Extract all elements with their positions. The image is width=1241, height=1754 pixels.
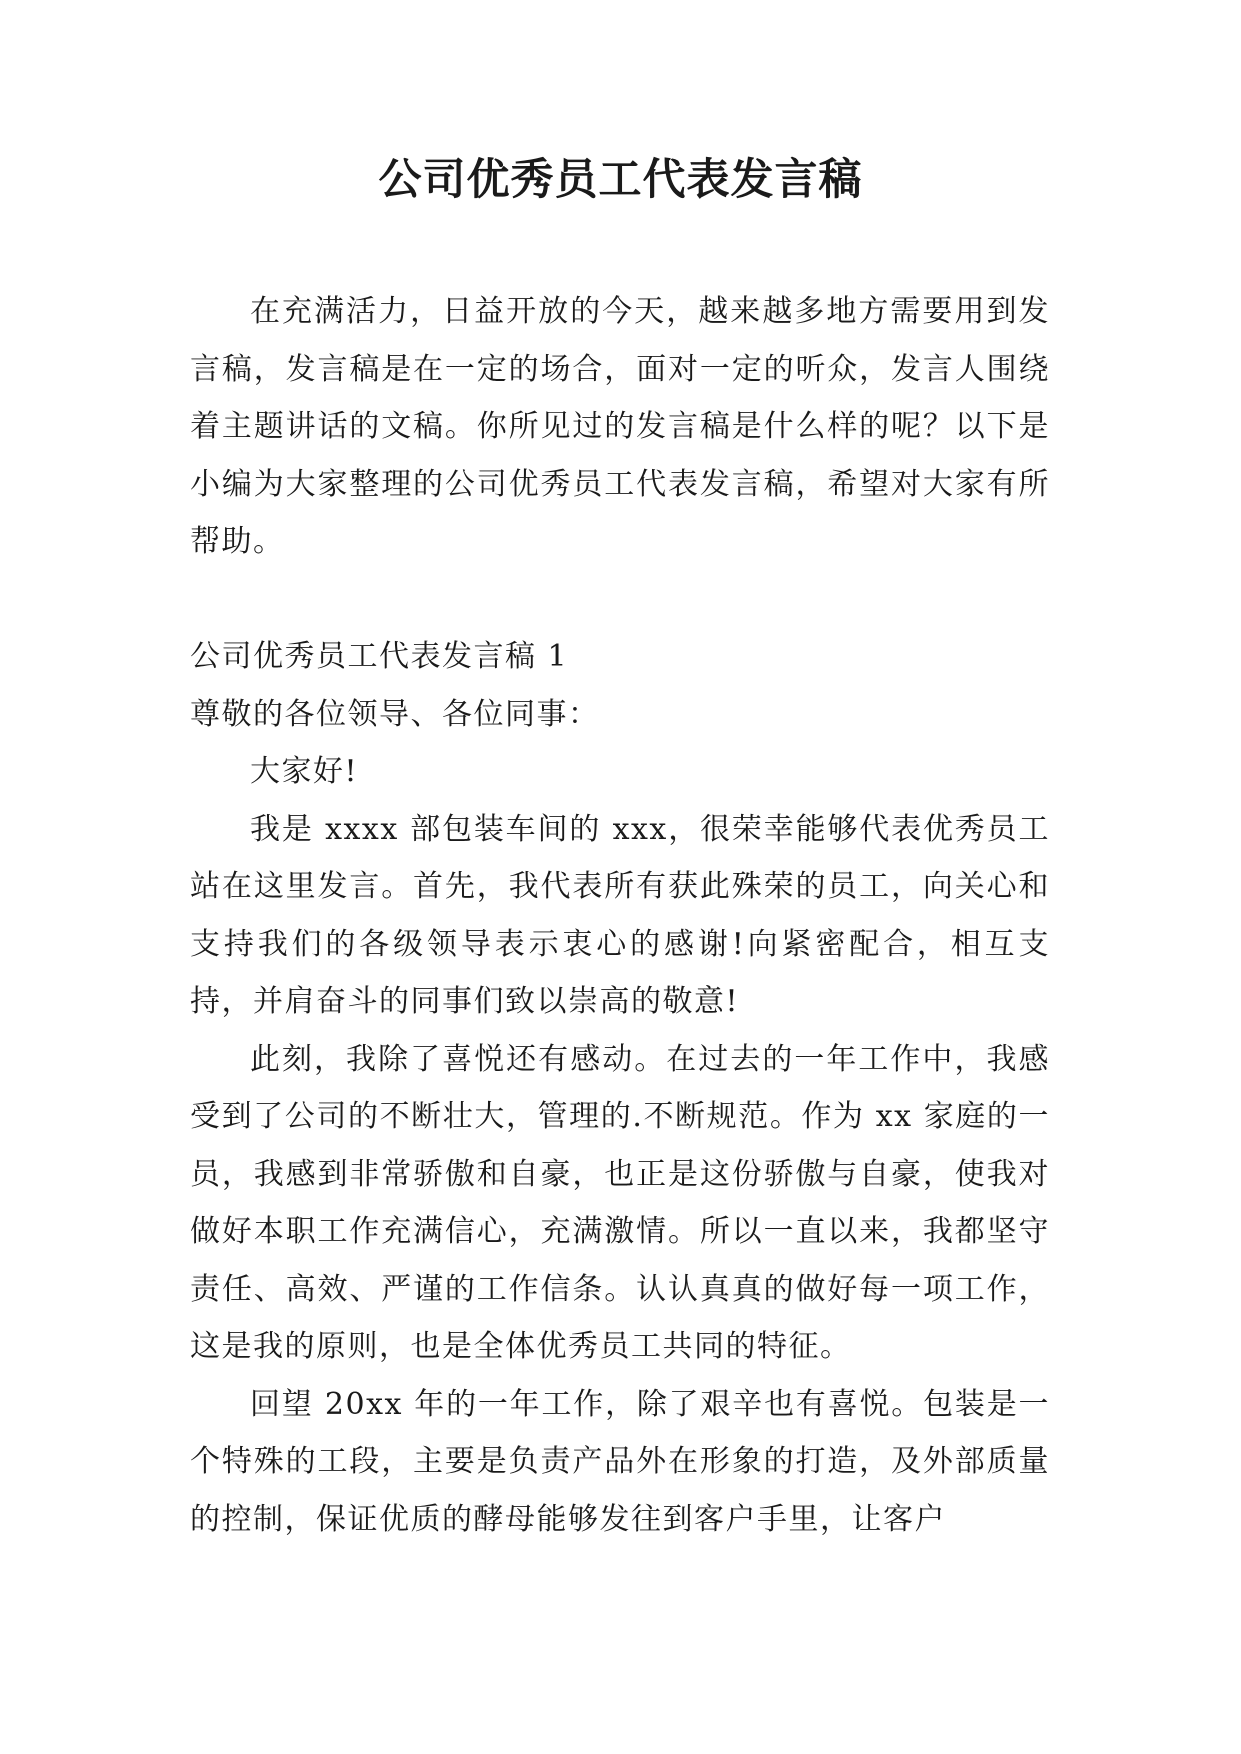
greeting: 大家好! <box>250 754 359 789</box>
document-body <box>190 283 1050 1548</box>
document-title: 公司优秀员工代表发言稿 <box>378 155 863 205</box>
body-paragraph-3: 回望 20xx 年的一年工作，除了艰辛也有喜悦。包装是一个特殊的工段，主要是负责产品外在形象的打造，及外部质量的控制，保证优质的酵母能够发往到客户手里，让客户 <box>190 1386 1050 1537</box>
body-paragraph-2: 此刻，我除了喜悦还有感动。在过去的一年工作中，我感受到了公司的不断壮大，管理的.不断规范。作为 xx 家庭的一员，我感到非常骄傲和自豪，也正是这份骄傲与自豪，使我对做好本职工作充满信心，充满激情。所以一直以来，我都坚守责任、高效、严谨的工作信条。认认真真的做好每一项工作，这是我的原则，也是全体优秀员工共同的特征。 <box>190 1041 1050 1364</box>
paragraph-gap <box>190 571 1050 629</box>
body-paragraph-1: 我是 xxxx 部包装车间的 xxx，很荣幸能够代表优秀员工站在这里发言。首先，我代表所有获此殊荣的员工，向关心和支持我们的各级领导表示衷心的感谢!向紧密配合，相互支持，并肩奋斗的同事们致以崇高的敬意! <box>190 811 1050 1019</box>
intro-paragraph: 在充满活力，日益开放的今天，越来越多地方需要用到发言稿，发言稿是在一定的场合，面对一定的听众，发言人围绕着主题讲话的文稿。你所见过的发言稿是什么样的呢？以下是小编为大家整理的公司优秀员工代表发言稿，希望对大家有所帮助。 <box>190 294 1050 559</box>
salutation: 尊敬的各位领导、各位同事： <box>190 696 600 732</box>
section-heading: 公司优秀员工代表发言稿 1 <box>190 639 569 674</box>
